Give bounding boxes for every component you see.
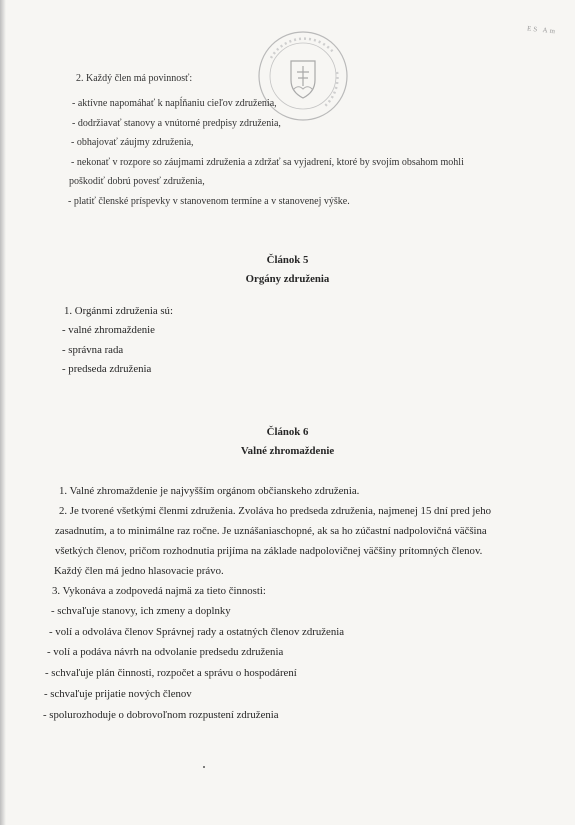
list-item: - dodržiavať stanovy a vnútorné predpisy združenia, xyxy=(72,118,281,129)
scan-edge-shadow xyxy=(0,0,6,825)
article-6-number: Článok 6 xyxy=(266,426,309,438)
list-item: - nekonať v rozpore so záujmami združenia a zdržať sa vyjadrení, ktoré by svojím obsahom mohli xyxy=(71,157,464,168)
list-item: - volí a odvoláva členov Správnej rady a ostatných členov združenia xyxy=(49,626,345,638)
list-item: - schvaľuje stanovy, ich zmeny a doplnky xyxy=(51,605,231,617)
list-item: - spolurozhoduje o dobrovoľnom rozpustení združenia xyxy=(43,709,279,721)
text-line: poškodiť dobrú povesť združenia, xyxy=(69,176,205,187)
list-item: - obhajovať záujmy združenia, xyxy=(71,137,194,148)
list-item: - valné zhromaždenie xyxy=(62,324,155,336)
text-line: všetkých členov, pričom rozhodnutia prijíma na základe nadpolovičnej väčšiny prítomných členov. xyxy=(55,545,483,557)
article-6-title: Valné zhromaždenie xyxy=(240,445,335,457)
article-5-title: Orgány združenia xyxy=(245,273,330,285)
text-line: Každý člen má jedno hlasovacie právo. xyxy=(54,565,224,577)
list-item: - schvaľuje plán činnosti, rozpočet a správu o hospodárení xyxy=(45,667,297,679)
page-dot xyxy=(203,766,205,768)
list-item: - volí a podáva návrh na odvolanie predsedu združenia xyxy=(47,646,284,658)
list-item: - platiť členské príspevky v stanovenom termíne a v stanovenej výške. xyxy=(68,196,350,207)
text-line: 2. Každý člen má povinnosť: xyxy=(76,73,193,84)
text-line: 2. Je tvorené všetkými členmi združenia. Zvoláva ho predseda združenia, najmenej 15 dní pred jeho xyxy=(59,505,492,517)
list-item: - aktívne napomáhať k napĺňaniu cieľov združenia, xyxy=(72,98,277,109)
text-line: zasadnutím, a to minimálne raz ročne. Je uznášaniaschopné, ak sa ho zúčastní nadpolovičná väčšina xyxy=(55,525,487,537)
text-line: 3. Vykonáva a zodpovedá najmä za tieto činnosti: xyxy=(52,585,266,597)
article-5-number: Článok 5 xyxy=(266,254,309,266)
list-item: - schvaľuje prijatie nových členov xyxy=(44,688,192,700)
text-line: 1. Valné zhromaždenie je najvyšším orgánom občianskeho združenia. xyxy=(59,485,360,497)
corner-mark: ES Am xyxy=(526,24,558,36)
text-line: 1. Orgánmi združenia sú: xyxy=(64,305,173,317)
list-item: - správna rada xyxy=(62,344,124,356)
list-item: - predseda združenia xyxy=(62,363,152,375)
